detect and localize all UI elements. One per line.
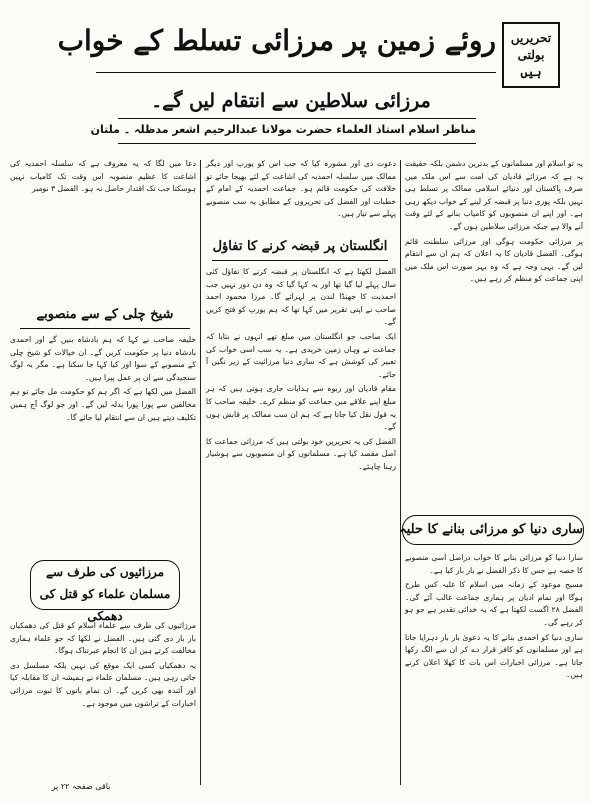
column-right	[405, 158, 583, 530]
paragraph: خلیفہ صاحب نے کہا کہ ہم بادشاہ بنیں گے اور احمدی بادشاہ دنیا پر حکومت کریں گے۔ ان خیالات کو شیخ چلی کے منصوبے کے سوا اور کیا کہا جا سکتا ہے۔ مگر یہ لوگ سنجیدگی سے ان پر عمل پیرا ہیں۔	[10, 335, 196, 382]
paragraph: یہ دھمکیاں کسی ایک موقع کی نہیں بلکہ مسلسل دی جاتی رہی ہیں۔ مسلمان علماء نے ہمیشہ ان کا مقابلہ کیا اور آئندہ بھی کریں گے۔ ان تمام باتوں کا ثبوت مرزائی اخبارات کے تراشوں میں موجود ہے۔	[10, 660, 196, 708]
column-right-lower	[405, 552, 583, 790]
column-left-lower	[10, 620, 196, 780]
main-headline: روئے زمین پر مرزائی تسلط کے خواب	[57, 24, 496, 57]
author-byline: مناظر اسلام استاذ العلماء حضرت مولانا عبدالرحیم اشعر مدظلہ ۔ ملتان	[90, 123, 476, 136]
section-heading-death-threats	[30, 560, 180, 623]
box-line-3: ہیں	[520, 64, 542, 79]
writings-speak-box	[502, 22, 560, 88]
paragraph: ایک صاحب جو انگلستان میں مبلغ تھے انہوں نے بتایا کہ جماعت نے وہاں زمین خریدی ہے۔ یہ سب اسی خواب کی تعبیر کی کوشش ہے کہ ساری دنیا مرزائیت کے زیر نگیں آ جائے۔	[206, 331, 396, 379]
box-line-1: تحریریں	[510, 30, 552, 45]
paragraph: مسیح موعود کے زمانہ میں اسلام کا غلبہ کس طرح ہوگا اور تمام ادیان پر ہماری جماعت غالب آئے گی۔ الفضل ۲۸ اگست لکھتا ہے کہ یہ خدائی تقدیر ہے جو ہو کر رہے گی۔	[405, 580, 583, 627]
paragraph: مرزائیوں کی طرف سے علماء اسلام کو قتل کی دھمکیاں بار بار دی گئی ہیں۔ الفضل نے لکھا کہ جو علماء ہماری مخالفت کرتے ہیں ان کا انجام عبرتناک ہوگا۔	[10, 621, 196, 656]
paragraph: ساری دنیا کو احمدی بنانے کا یہ دعویٰ بار بار دہرایا جاتا ہے اور مسلمانوں کو کافر قرار دے کر ان سے الگ رکھا جاتا ہے۔ مرزائی اخبارات اس بات کا کھلا اعلان کرتے ہیں۔	[405, 632, 583, 680]
section-heading-world-conversion: ساری دنیا کو مرزائی بنانے کا حلیہ	[402, 515, 584, 545]
headline-rule	[96, 72, 496, 73]
paragraph: دعا میں لگا کہ یہ معروف ہے کہ سلسلہ احمدیہ کی اشاعت کا عظیم منصوبہ اس وقت تک کامیاب نہیں ہوسکتا جب تک اقتدار حاصل نہ ہو۔ الفضل ۳ نومبر	[10, 159, 196, 194]
column-divider-1	[400, 160, 401, 785]
paragraph: الفضل لکھتا ہے کہ انگلستان پر قبضہ کرنے کا تفاؤل کئی سال پہلے لیا گیا تھا اور یہ کہا گیا کہ وہ دن دور نہیں جب احمدیت کا جھنڈا لندن پر لہرائے گا۔ مرزا محمود احمد صاحب نے اپنی تقریر میں کہا تھا کہ ہم یورپ کو فتح کریں گے۔	[206, 267, 396, 327]
paragraph: دعوت دی اور مشورہ کیا کہ جب اس کو یورپ اور دیگر ممالک میں سلسلہ احمدیہ کی اشاعت کے لئے بھیجا جائے تو خلافت کی حکومت قائم ہو۔ جماعت احمدیہ کے امام کے خطبات اور الفضل کی تحریروں کے مطابق یہ سب منصوبے پہلے سے تیار ہیں۔	[206, 159, 396, 219]
box-line-2: بولتی	[517, 47, 545, 62]
column-divider-2	[200, 160, 201, 785]
paragraph: الفضل کی یہ تحریریں خود بولتی ہیں کہ مرزائی جماعت کا اصل مقصد کیا ہے۔ مسلمانوں کو ان منصوبوں سے ہوشیار رہنا چاہئے۔	[206, 436, 396, 471]
paragraph: سارا دنیا کو مرزائی بنانے کا خواب دراصل اسی منصوبے کا حصہ ہے جس کا ذکر الفضل نے بار بار کیا ہے۔	[405, 553, 583, 575]
continued-note: باقی صفحہ ۲۲ پر	[51, 782, 111, 791]
column-middle-lower	[206, 266, 396, 790]
sub-headline: مرزائی سلاطین سے انتقام لیں گے۔	[151, 90, 431, 112]
column-left-mid	[10, 334, 196, 552]
death-threats-title: مرزائیوں کی طرف سے مسلمان علماء کو قتل کی دھمکی	[39, 565, 171, 623]
section-heading-england: انگلستان پر قبضہ کرنے کا تفاؤل	[212, 234, 388, 261]
paragraph: الفضل میں لکھا ہے کہ اگر ہم کو حکومت مل جائے تو ہم مخالفین سے پورا پورا بدلہ لیں گے۔ اور جو لوگ آج ہمیں تکلیف دیتے ہیں ان سے انتقام لیا جائے گا۔	[10, 387, 196, 422]
paragraph: یہ تو اسلام اور مسلمانوں کے بدترین دشمن بلکہ حقیقت یہ ہے کہ مرزائے قادیان کی امت سے اس ملک میں صرف پاکستان اور دنیائے اسلامی ممالک پر تسلط ہی نہیں بلکہ پوری دنیا پر قبضہ کر لینے کے خواب دیکھ رہی ہے۔ اور اپنے ان منصوبوں کو کامیاب بنانے کے لئے وقت آنے والا ہے جبکہ مرزائی سلاطین ہوں گے۔	[405, 159, 583, 231]
column-left	[10, 158, 196, 298]
byline-rule-bottom	[118, 143, 476, 144]
paragraph: مقام قادیان اور ربوہ سے ہدایات جاری ہوتی ہیں کہ ہر مبلغ اپنے علاقے میں جماعت کو منظم کرے۔ خلیفہ صاحب کا یہ قول نقل کیا جاتا ہے کہ ہم ان سب ممالک پر قابض ہوں گے۔	[206, 384, 396, 432]
section-heading-daydream-plans: شیخ چلی کے سے منصوبے	[20, 302, 190, 329]
paragraph: پر مرزائی حکومت ہوگی اور مرزائی سلطنت قائم ہوگی۔ الفضل قادیان کا یہ اعلان کہ ہم ان سے انتقام لیں گے۔ یہی وجہ ہے کہ وہ بہر صورت اس ملک میں اپنی جماعت کو منظم کر رہے ہیں۔	[405, 236, 583, 284]
